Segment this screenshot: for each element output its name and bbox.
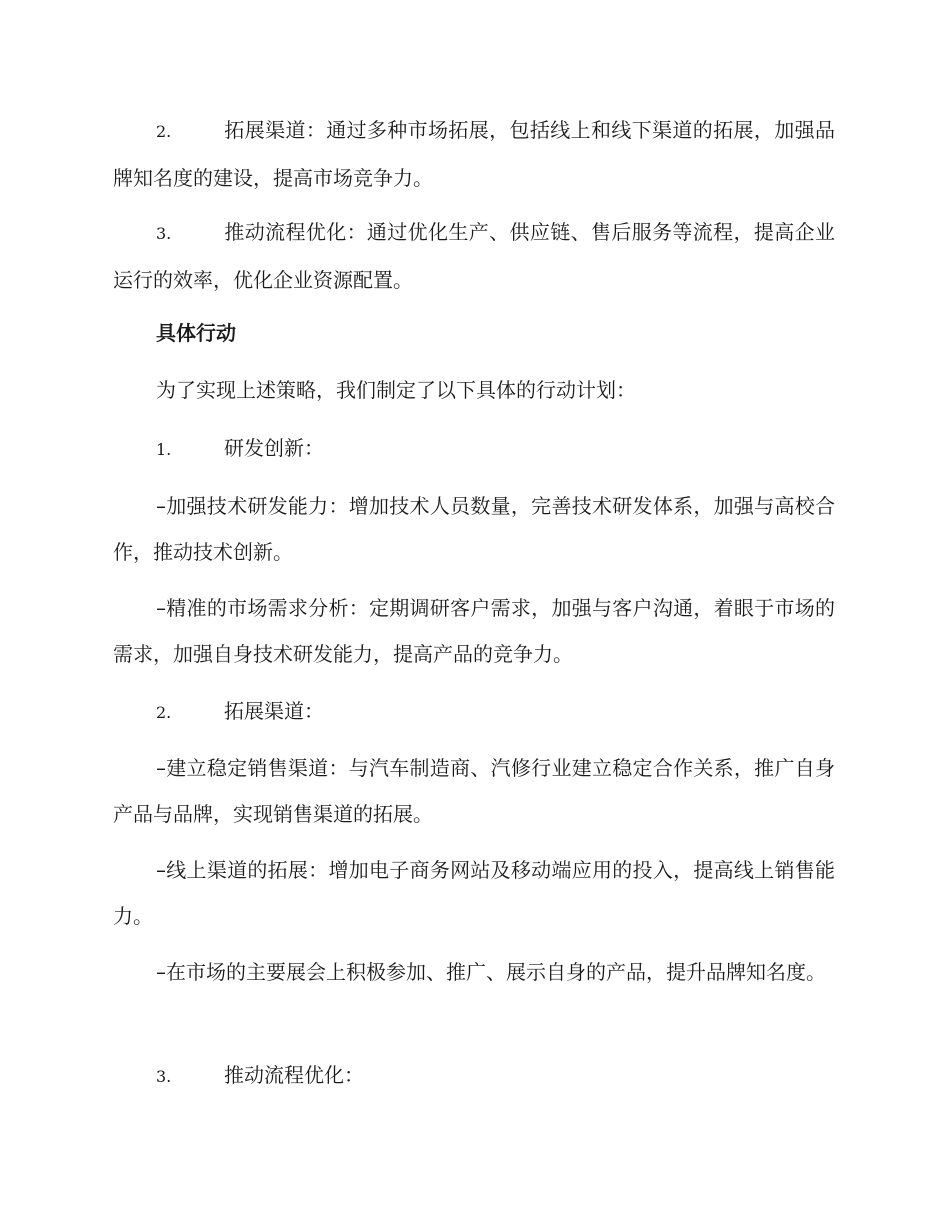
section-heading: 具体行动 xyxy=(156,321,236,345)
item-number: 3. xyxy=(156,224,172,243)
intro-paragraph: 为了实现上述策略，我们制定了以下具体的行动计划： xyxy=(156,378,636,402)
section-1-title xyxy=(113,425,835,473)
item-text: 推动流程优化： xyxy=(224,1063,364,1087)
section-3-title xyxy=(113,1052,835,1100)
numbered-item-3 xyxy=(113,209,835,303)
bullet-paragraph: –精准的市场需求分析：定期调研客户需求，加强与客户沟通，着眼于市场的需求，加强自身技术研发能力，提高产品的竞争力。 xyxy=(113,596,835,666)
bullet-paragraph: –建立稳定销售渠道：与汽车制造商、汽修行业建立稳定合作关系，推广自身产品与品牌，实现销售渠道的拓展。 xyxy=(113,756,835,826)
section-2-title xyxy=(113,688,835,736)
bullet-paragraph: –线上渠道的拓展：增加电子商务网站及移动端应用的投入，提高线上销售能力。 xyxy=(113,858,835,928)
numbered-item-2 xyxy=(113,107,835,201)
item-text: 拓展渠道： xyxy=(224,699,324,723)
item-number: 1. xyxy=(156,440,172,459)
bullet-paragraph: –在市场的主要展会上积极参加、推广、展示自身的产品，提升品牌知名度。 xyxy=(156,960,826,984)
item-number: 3. xyxy=(156,1067,172,1086)
item-number: 2. xyxy=(156,122,172,141)
item-text: 研发创新： xyxy=(224,436,324,460)
item-number: 2. xyxy=(156,703,172,722)
item-text: 拓展渠道：通过多种市场拓展，包括线上和线下渠道的拓展，加强品牌知名度的建设，提高市场竞争力。 xyxy=(113,118,835,190)
bullet-paragraph: –加强技术研发能力：增加技术人员数量，完善技术研发体系，加强与高校合作，推动技术创新。 xyxy=(113,494,835,564)
item-text: 推动流程优化：通过优化生产、供应链、售后服务等流程，提高企业运行的效率，优化企业资源配置。 xyxy=(113,220,835,292)
